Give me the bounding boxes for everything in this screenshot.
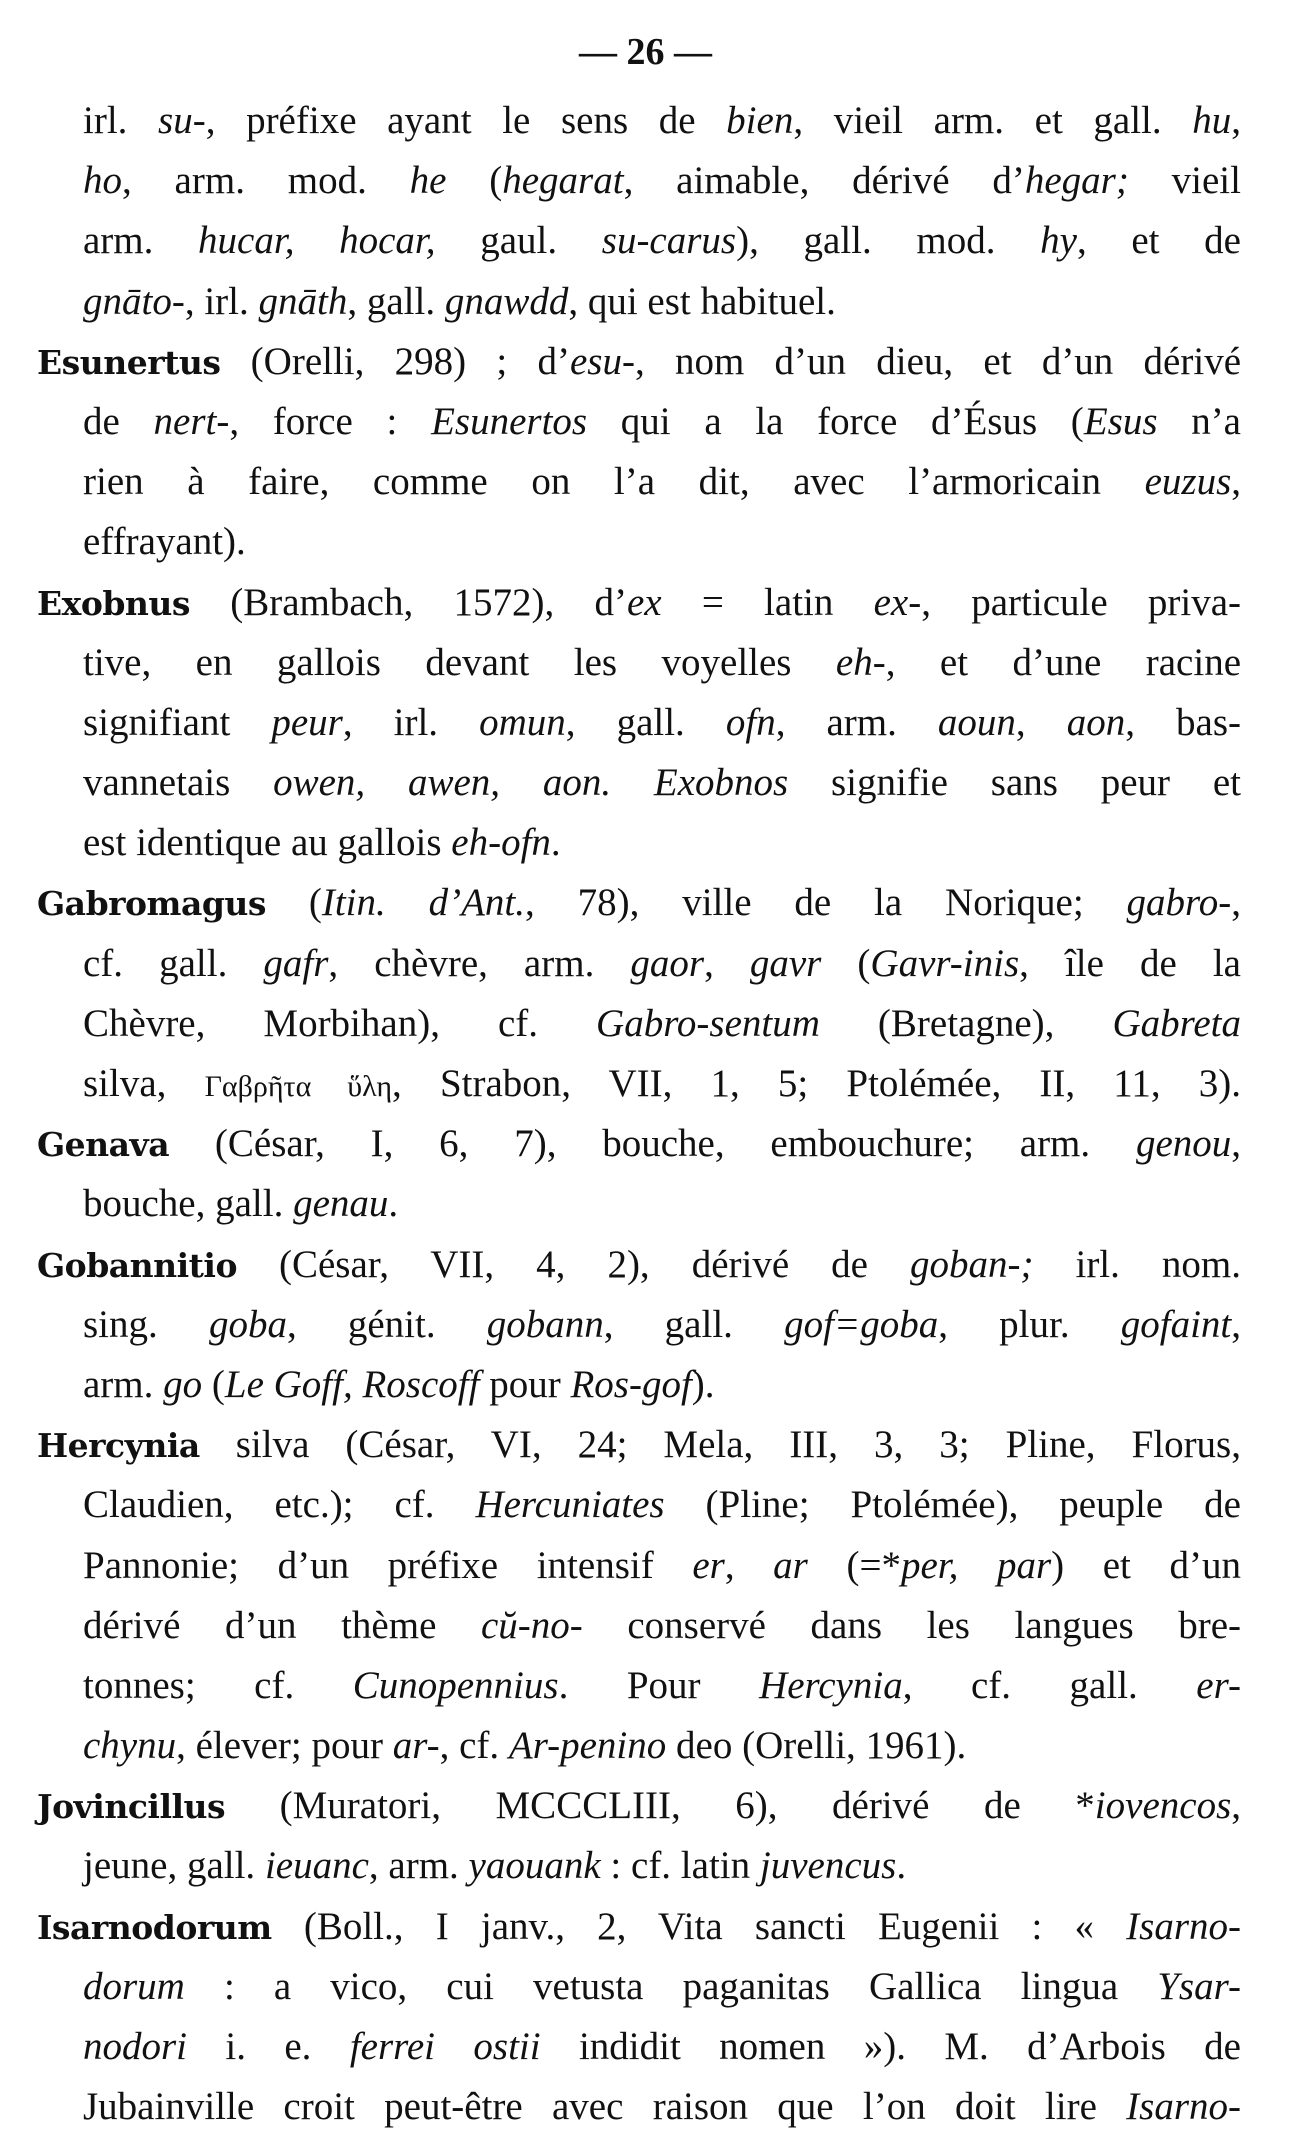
text-run: , (1231, 99, 1241, 142)
text-run: (Brambach, 1572), d’ (189, 580, 627, 624)
text-run: , gall. (603, 1302, 785, 1346)
italic-term: omun (479, 700, 566, 744)
text-line (0, 2077, 1291, 2137)
text-run: , île de la (1019, 941, 1241, 985)
italic-term: per, par (900, 1543, 1052, 1587)
text-line (0, 813, 1291, 873)
text-run: . (388, 1182, 399, 1226)
italic-term: aoun (937, 700, 1016, 744)
text-line (0, 1836, 1291, 1896)
entry-first-line (0, 1897, 1291, 1957)
text-line (0, 633, 1291, 693)
text-run: arm. (83, 1362, 164, 1406)
italic-term: ferrei ostii (349, 2025, 541, 2068)
text-run: silva, (83, 1062, 205, 1105)
text-run: signifiant (83, 700, 272, 744)
text-run: irl. nom. (1033, 1242, 1241, 1286)
italic-term: nert- (153, 399, 230, 443)
text-run: , cf. (439, 1724, 509, 1768)
italic-term: ex- (873, 580, 922, 624)
entry-first-line (0, 1415, 1291, 1475)
italic-term: aon (1066, 700, 1126, 744)
text-line (0, 151, 1291, 211)
text-run: Jubainville croit peut-être avec raison que l’on doit lire (83, 2085, 1127, 2129)
entry-headword: Gabromagus (37, 884, 266, 924)
text-run: . (896, 1844, 907, 1888)
text-run: : a vico, cui vetusta paganitas Gallica lingua (184, 1964, 1158, 2008)
text-run: , aimable, dérivé d’ (623, 159, 1025, 203)
text-run: , vieil arm. et gall. (793, 99, 1193, 142)
italic-term: Hercuniates (475, 1483, 665, 1527)
text-run: , cf. gall. (902, 1663, 1197, 1707)
text-run: . Pour (558, 1663, 760, 1707)
text-run: , préfixe ayant le sens de (205, 99, 727, 142)
text-line (0, 994, 1291, 1054)
text-line (0, 1475, 1291, 1535)
text-run: (Pline; Ptolémée), peuple de (664, 1483, 1241, 1527)
text-line (0, 392, 1291, 452)
text-run: ), gall. mod. (736, 219, 1041, 263)
text-run: bouche, gall. (83, 1182, 294, 1226)
text-run: ( (202, 1362, 225, 1406)
text-run: , arm. (775, 700, 938, 744)
italic-term: gofaint (1120, 1302, 1232, 1346)
text-run: , (1231, 881, 1241, 925)
italic-term: genau (293, 1182, 389, 1226)
italic-term: ar- (392, 1724, 440, 1768)
text-run: pour (479, 1362, 571, 1406)
italic-term: ex (626, 580, 662, 624)
italic-term: nodori (83, 2025, 188, 2068)
text-run: , gall. (347, 279, 445, 323)
text-run: tonnes; cf. (83, 1663, 353, 1707)
text-run: conservé dans les langues bre- (582, 1603, 1241, 1647)
text-line (0, 1536, 1291, 1596)
italic-term: Ar-penino (508, 1724, 667, 1768)
italic-term: gaor (630, 941, 705, 985)
text-run: ( (446, 159, 503, 203)
italic-term: Esunertos (431, 399, 588, 443)
italic-term: Isarno- (1126, 1904, 1241, 1948)
text-line (0, 1355, 1291, 1415)
text-run: vannetais (83, 761, 274, 805)
text-run: i. e. (187, 2025, 350, 2068)
italic-term: Le Goff, Roscoff (224, 1362, 480, 1406)
italic-term: cŭ-no- (480, 1603, 583, 1647)
text-run: silva (César, VI, 24; Mela, III, 3, 3; Pline, Florus, (199, 1423, 1241, 1467)
italic-term: gabro- (1126, 881, 1232, 925)
text-run: , (724, 1543, 774, 1587)
text-run: , gall. (565, 700, 726, 744)
text-line (0, 1957, 1291, 2017)
text-run: , (1231, 1122, 1241, 1166)
greek-text: Γαβρῆτα ὕλη (204, 1070, 393, 1103)
italic-term: hy (1040, 219, 1077, 263)
italic-term: hegarat (502, 159, 624, 203)
entry-first-line (0, 873, 1291, 933)
text-run: gaul. (435, 219, 602, 263)
text-run: , irl. (184, 279, 259, 323)
entry-first-line (0, 332, 1291, 392)
text-run: ( (821, 941, 871, 985)
text-line (0, 1716, 1291, 1776)
italic-term: er- (1196, 1663, 1241, 1707)
text-run: arm. (83, 219, 199, 263)
italic-term: ho (83, 159, 122, 203)
text-run: (Orelli, 298) ; d’ (220, 339, 570, 383)
entry-first-line (0, 573, 1291, 633)
italic-term: peur (271, 700, 343, 744)
italic-term: Hercynia (759, 1663, 903, 1707)
text-run: indidit nomen »). M. d’Arbois de (540, 2025, 1241, 2068)
italic-term: Gabreta (1112, 1001, 1241, 1045)
italic-term: Itin. d’Ant. (321, 881, 525, 925)
text-run: . (550, 821, 561, 865)
entry-headword: Genava (37, 1125, 170, 1165)
italic-term: er (692, 1543, 725, 1587)
italic-term: gof=goba (784, 1302, 939, 1346)
italic-term: he (409, 159, 447, 203)
text-run: , (1231, 460, 1241, 504)
italic-term: gnāto- (83, 279, 185, 323)
text-run: ). (691, 1362, 715, 1406)
text-run: , plur. (938, 1302, 1121, 1346)
text-run: , force : (229, 399, 432, 443)
text-run: , nom d’un dieu, et d’un dérivé (634, 339, 1242, 383)
text-line (0, 2017, 1291, 2077)
text-run: de (83, 399, 154, 443)
italic-term: ar (773, 1543, 808, 1587)
text-run: dérivé d’un thème (83, 1603, 481, 1647)
entry-headword: Isarnodorum (37, 1907, 272, 1947)
italic-term: goban-; (909, 1242, 1034, 1286)
text-run: = latin (661, 580, 874, 624)
text-run: ( (265, 881, 322, 925)
text-run: , chèvre, arm. (328, 941, 631, 985)
text-line (0, 934, 1291, 994)
text-run: deo (Orelli, 1961). (666, 1724, 967, 1768)
text-run: , arm. (368, 1844, 469, 1888)
italic-term: owen, awen, aon. Exobnos (273, 761, 789, 805)
entry-headword: Gobannitio (37, 1245, 237, 1285)
text-run: rien à faire, comme on l’a dit, avec l’armoricain (83, 460, 1145, 504)
text-line (0, 211, 1291, 271)
entry-headword: Jovincillus (37, 1787, 226, 1827)
text-run: , (1231, 1302, 1242, 1346)
text-run: , et d’une racine (885, 640, 1241, 684)
text-line (0, 1295, 1291, 1355)
italic-term: eh- (835, 640, 886, 684)
italic-term: Esus (1083, 399, 1158, 443)
page-number: — 26 — (579, 31, 712, 73)
text-run: , irl. (342, 700, 480, 744)
italic-term: hegar; (1024, 159, 1129, 203)
text-run: tive, en gallois devant les voyelles (83, 640, 836, 684)
text-run: sing. (83, 1302, 209, 1346)
text-run: Claudien, etc.); cf. (83, 1483, 476, 1527)
text-run: (César, VII, 4, 2), dérivé de (236, 1242, 910, 1286)
italic-term: eh-ofn (451, 821, 551, 865)
text-run: qui a la force d’Ésus ( (587, 399, 1084, 443)
italic-term: goba (208, 1302, 287, 1346)
text-line (0, 1054, 1291, 1114)
dictionary-text (0, 91, 1291, 2137)
text-run: est identique au gallois (83, 821, 452, 865)
text-line (0, 91, 1291, 151)
italic-term: ofn (725, 700, 776, 744)
text-run: , bas- (1125, 700, 1241, 744)
italic-term: juvencus (759, 1844, 897, 1888)
text-run: cf. gall. (83, 941, 264, 985)
text-run: signifie sans peur et (788, 761, 1241, 805)
entry-headword: Esunertus (37, 342, 221, 382)
italic-term: Cunopennius (352, 1663, 559, 1707)
text-run: Chèvre, Morbihan), cf. (83, 1001, 597, 1045)
text-run: , qui est habituel. (568, 279, 836, 323)
text-line (0, 512, 1291, 572)
text-line (0, 1656, 1291, 1716)
italic-term: gafr (263, 941, 329, 985)
text-run: (Bretagne), (819, 1001, 1113, 1045)
italic-term: hu (1192, 99, 1232, 142)
text-run: , 78), ville de la Norique; (525, 881, 1127, 925)
text-run: : cf. latin (600, 1844, 760, 1888)
italic-term: chynu (83, 1724, 177, 1768)
text-run: (Boll., I janv., 2, Vita sancti Eugenii : « (271, 1904, 1127, 1948)
text-run: jeune, gall. (83, 1844, 265, 1888)
italic-term: Ros-gof (570, 1362, 692, 1406)
text-run: ) et d’un (1051, 1543, 1241, 1587)
italic-term: Gavr-inis (870, 941, 1020, 985)
text-run: , (1015, 700, 1067, 744)
italic-term: Isarno- (1126, 2085, 1241, 2129)
text-run: , élever; pour (176, 1724, 393, 1768)
italic-term: su- (158, 99, 206, 142)
italic-term: Gabro-sentum (596, 1001, 820, 1045)
text-line (0, 1596, 1291, 1656)
text-run: , Strabon, VII, 1, 5; Ptolémée, II, 11, 3). (392, 1062, 1241, 1105)
text-run: (Muratori, MCCCLIII, 6), dérivé de * (225, 1784, 1095, 1828)
italic-term: go (163, 1362, 203, 1406)
text-run: n’a (1157, 399, 1241, 443)
text-run: , (704, 941, 750, 985)
text-run: , arm. mod. (122, 159, 410, 203)
entry-headword: Hercynia (37, 1426, 200, 1466)
italic-term: gobann (486, 1302, 604, 1346)
text-run: , (1231, 1784, 1241, 1828)
text-line (0, 753, 1291, 813)
text-run: vieil (1128, 159, 1241, 203)
italic-term: gnāth (258, 279, 348, 323)
italic-term: ieuanc (264, 1844, 369, 1888)
entry-first-line (0, 1235, 1291, 1295)
italic-term: yaouank (468, 1844, 601, 1888)
text-line (0, 452, 1291, 512)
text-run: , génit. (286, 1302, 487, 1346)
text-run: , et de (1076, 219, 1241, 263)
text-run: , particule priva- (921, 580, 1242, 624)
text-line (0, 693, 1291, 753)
text-run: (César, I, 6, 7), bouche, embouchure; arm. (169, 1122, 1136, 1166)
italic-term: euzus (1144, 460, 1232, 504)
italic-term: gnawdd (444, 279, 569, 323)
italic-term: genou (1135, 1122, 1232, 1166)
entry-first-line (0, 1776, 1291, 1836)
text-line (0, 272, 1291, 332)
text-run: irl. (83, 99, 159, 142)
entry-first-line (0, 1114, 1291, 1174)
text-run: Pannonie; d’un préfixe intensif (83, 1543, 693, 1587)
italic-term: Ysar- (1157, 1964, 1241, 2008)
text-line (0, 1174, 1291, 1234)
italic-term: bien (726, 99, 794, 142)
italic-term: esu- (569, 339, 635, 383)
italic-term: hucar, hocar, (198, 219, 436, 263)
italic-term: gavr (749, 941, 822, 985)
italic-term: dorum (83, 1964, 185, 2008)
text-run: effrayant). (83, 520, 246, 564)
entry-headword: Exobnus (37, 583, 190, 623)
text-run: (=* (807, 1543, 901, 1587)
italic-term: iovencos (1094, 1784, 1232, 1828)
italic-term: su-carus (601, 219, 737, 263)
